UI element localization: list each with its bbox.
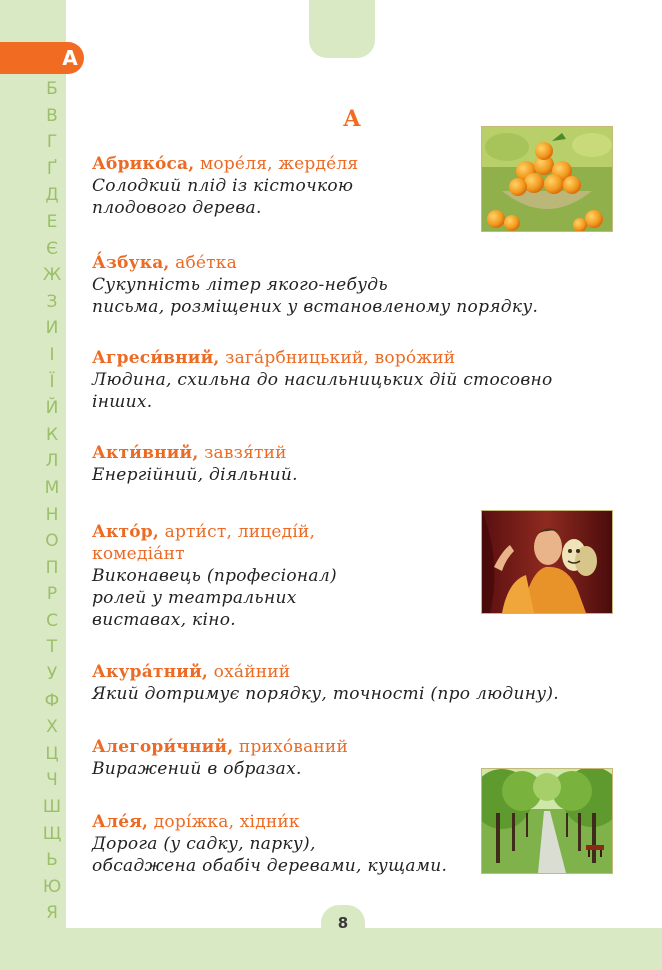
- alphabet-index: [38, 76, 66, 927]
- alphabet-letter[interactable]: Ч: [46, 770, 58, 791]
- alphabet-letter[interactable]: Л: [45, 451, 59, 472]
- entry-headword-line: [92, 442, 592, 464]
- entry-synonyms: море́ля, жерде́ля: [194, 154, 359, 174]
- entry-headword-line: [92, 252, 592, 274]
- entry-word: Акти́вний,: [92, 443, 199, 463]
- entry-headword-line: [92, 661, 592, 683]
- entry-headword-line: [92, 736, 592, 758]
- dictionary-entry: [92, 661, 592, 705]
- alphabet-letter[interactable]: И: [45, 318, 59, 339]
- entry-synonyms: абе́тка: [169, 253, 237, 273]
- alphabet-letter[interactable]: Ф: [44, 690, 60, 711]
- entry-definition: Енергійний, діяльний.: [92, 465, 298, 485]
- entry-headword-line: [92, 347, 592, 369]
- alphabet-letter[interactable]: Ґ: [46, 158, 58, 179]
- actor-with-masks-photo: [481, 510, 613, 614]
- entry-synonyms: арти́ст, лицеді́й,: [159, 522, 316, 542]
- alphabet-letter[interactable]: З: [46, 291, 58, 312]
- entry-definition: Виражений в образах.: [92, 759, 302, 779]
- entry-definition: ролей у театральних: [92, 588, 297, 608]
- page-number: 8: [337, 914, 349, 932]
- alphabet-letter[interactable]: Я: [46, 903, 58, 924]
- alphabet-letter[interactable]: Ш: [42, 797, 62, 818]
- entry-definition: Виконавець (професіонал): [92, 566, 337, 586]
- entry-definition: обсаджена обабіч деревами, кущами.: [92, 856, 448, 876]
- dictionary-entry: [92, 252, 592, 318]
- alphabet-letter[interactable]: Ю: [42, 876, 62, 897]
- park-alley-photo: [481, 768, 613, 874]
- alphabet-letter[interactable]: Т: [46, 637, 58, 658]
- alphabet-letter[interactable]: Ц: [45, 743, 59, 764]
- alphabet-letter[interactable]: Ї: [49, 371, 55, 392]
- entry-synonyms: прихо́ваний: [233, 737, 348, 757]
- alphabet-letter[interactable]: О: [45, 531, 59, 552]
- alphabet-letter[interactable]: С: [46, 610, 58, 631]
- top-decor-tab: [309, 0, 375, 58]
- section-heading: А: [343, 106, 361, 132]
- entry-definition: інших.: [92, 392, 153, 412]
- entry-definition: виставах, кіно.: [92, 610, 236, 630]
- apricots-photo: [481, 126, 613, 232]
- entry-word: А́збука,: [92, 253, 170, 273]
- entry-definition: Сукупність літер якого-небудь: [92, 275, 388, 295]
- entry-word: Алегори́чний,: [92, 737, 234, 757]
- alphabet-letter[interactable]: Х: [46, 717, 58, 738]
- entry-synonyms: зага́рбницький, воро́жий: [219, 348, 456, 368]
- alphabet-letter[interactable]: Є: [46, 238, 58, 259]
- entry-definition: Людина, схильна до насильницьких дій стосовно: [92, 370, 553, 390]
- entry-word: Акто́р,: [92, 522, 160, 542]
- alphabet-letter[interactable]: В: [46, 105, 58, 126]
- alphabet-letter[interactable]: Ь: [46, 850, 58, 871]
- entry-word: Агреси́вний,: [92, 348, 220, 368]
- alphabet-letter[interactable]: Д: [45, 185, 59, 206]
- alphabet-letter[interactable]: Щ: [42, 823, 62, 844]
- alphabet-letter[interactable]: К: [45, 424, 59, 445]
- alphabet-letter[interactable]: Г: [46, 132, 58, 153]
- entry-definition: Який дотримує порядку, точності (про людину).: [92, 684, 559, 704]
- entry-definition: Солодкий плід із кісточкою: [92, 176, 354, 196]
- entry-synonyms: завзя́тий: [198, 443, 287, 463]
- entry-definition: плодового дерева.: [92, 198, 262, 218]
- entry-synonyms: дорі́жка, хідни́к: [148, 812, 300, 832]
- alphabet-letter[interactable]: П: [45, 557, 59, 578]
- alphabet-letter[interactable]: Й: [45, 398, 59, 419]
- alphabet-letter[interactable]: Ж: [42, 265, 62, 286]
- entry-word: Абрико́са,: [92, 154, 195, 174]
- dictionary-entry: [92, 442, 592, 486]
- entry-definition: письма, розміщених у встановленому порядку.: [92, 297, 539, 317]
- alphabet-letter[interactable]: Н: [45, 504, 59, 525]
- alphabet-letter[interactable]: Е: [46, 211, 58, 232]
- alphabet-letter[interactable]: У: [46, 664, 58, 685]
- entry-word: Але́я,: [92, 812, 149, 832]
- alphabet-letter[interactable]: Б: [46, 79, 58, 99]
- alphabet-letter[interactable]: І: [49, 344, 55, 365]
- alphabet-letter[interactable]: Р: [46, 584, 58, 605]
- dictionary-entry: [92, 347, 592, 413]
- entry-word: Акура́тний,: [92, 662, 209, 682]
- entry-definition: Дорога (у садку, парку),: [92, 834, 316, 854]
- entry-synonyms-continued: комедіа́нт: [92, 544, 185, 564]
- alphabet-letter[interactable]: М: [44, 477, 60, 498]
- active-letter[interactable]: А: [62, 46, 78, 70]
- entry-synonyms: оха́йний: [208, 662, 291, 682]
